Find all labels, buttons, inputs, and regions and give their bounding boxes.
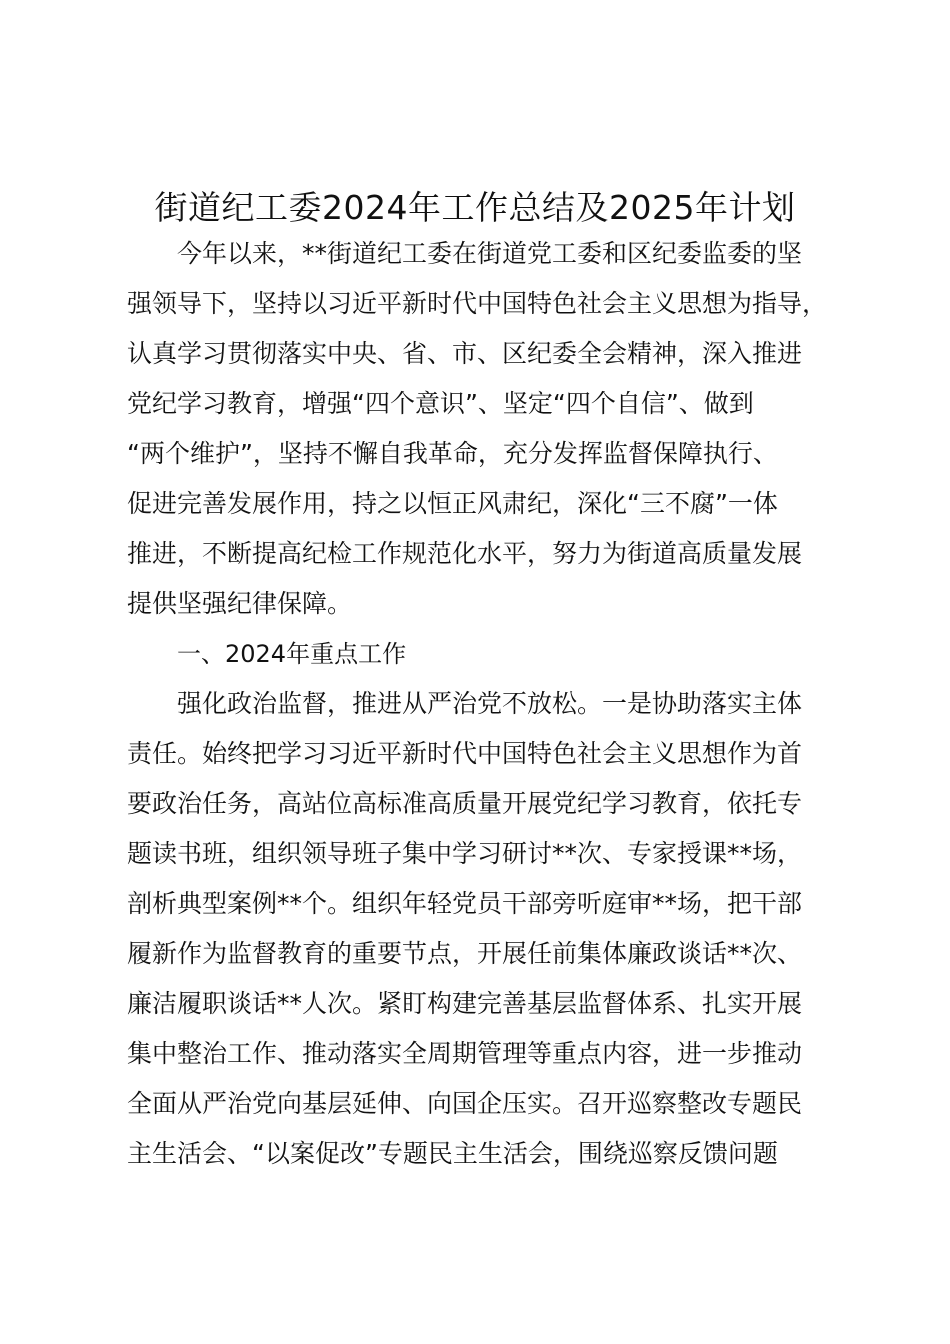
paragraph-line: 责任。始终把学习习近平新时代中国特色社会主义思想作为首	[127, 739, 803, 768]
paragraph-line: 题读书班，组织领导班子集中学习研讨**次、专家授课**场，	[127, 839, 803, 868]
paragraph-line: 廉洁履职谈话**人次。紧盯构建完善基层监督体系、扎实开展	[127, 989, 803, 1018]
paragraph-line: 要政治任务，高站位高标准高质量开展党纪学习教育，依托专	[127, 789, 803, 818]
paragraph-line: 促进完善发展作用，持之以恒正风肃纪，深化“三不腐”一体	[127, 489, 778, 518]
paragraph-line: 推进，不断提高纪检工作规范化水平，努力为街道高质量发展	[127, 539, 803, 568]
paragraph-line: 提供坚强纪律保障。	[127, 589, 353, 618]
paragraph-line: 强化政治监督，推进从严治党不放松。一是协助落实主体	[177, 689, 803, 718]
paragraph-line: 全面从严治党向基层延伸、向国企压实。召开巡察整改专题民	[127, 1089, 803, 1118]
paragraph-line: 认真学习贯彻落实中央、省、市、区纪委全会精神，深入推进	[127, 339, 803, 368]
paragraph-line: 履新作为监督教育的重要节点，开展任前集体廉政谈话**次、	[127, 939, 803, 968]
paragraph-line: 党纪学习教育，增强“四个意识”、坚定“四个自信”、做到	[127, 389, 754, 418]
paragraph-line: 今年以来，**街道纪工委在街道党工委和区纪委监委的坚	[177, 239, 803, 268]
paragraph-line: 剖析典型案例**个。组织年轻党员干部旁听庭审**场，把干部	[127, 889, 803, 918]
paragraph-line: 集中整治工作、推动落实全周期管理等重点内容，进一步推动	[127, 1039, 803, 1068]
paragraph-line: 强领导下，坚持以习近平新时代中国特色社会主义思想为指导，	[127, 289, 828, 318]
paragraph-line: 主生活会、“以案促改”专题民主生活会，围绕巡察反馈问题	[127, 1139, 778, 1168]
section-heading: 一、2024年重点工作	[177, 640, 407, 668]
paragraph-line: “两个维护”，坚持不懈自我革命，充分发挥监督保障执行、	[127, 439, 778, 468]
document-title: 街道纪工委2024年工作总结及2025年计划	[154, 188, 796, 227]
